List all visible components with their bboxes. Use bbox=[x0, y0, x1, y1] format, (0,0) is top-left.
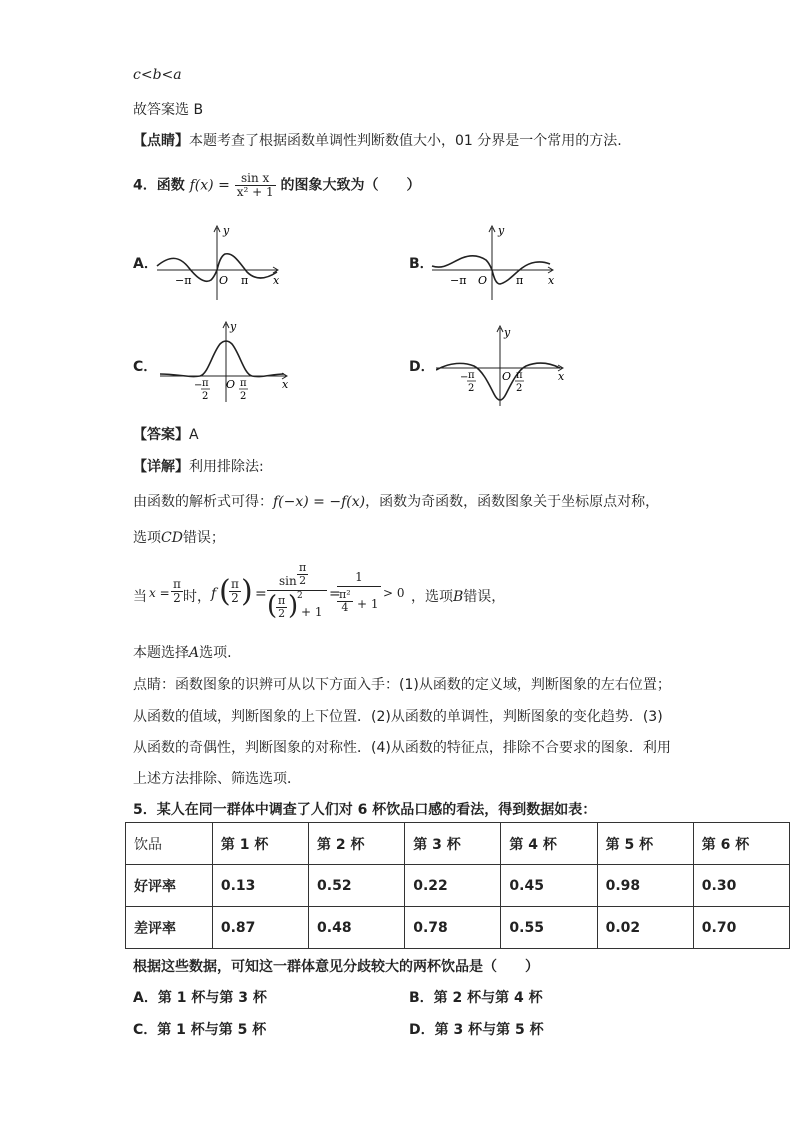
comment-tag: 【点睛】 bbox=[133, 133, 189, 149]
table-cell: 0.87 bbox=[212, 907, 308, 949]
graph-a-origin-label: O bbox=[219, 274, 229, 287]
table-header-cell: 第 3 杯 bbox=[405, 823, 501, 865]
table-header-cell: 第 5 杯 bbox=[597, 823, 693, 865]
table-cell: 0.52 bbox=[309, 865, 405, 907]
q4-select-a: 本题选择 bbox=[133, 645, 189, 661]
question-4-title bbox=[133, 172, 420, 199]
q5-choice-a: A．第 1 杯与第 3 杯 bbox=[133, 990, 267, 1006]
table-header-cell: 第 4 杯 bbox=[501, 823, 597, 865]
q5-choice-b: B．第 2 杯与第 4 杯 bbox=[409, 990, 543, 1006]
q4-eval-sin: sin bbox=[279, 574, 297, 588]
graph-a bbox=[155, 222, 285, 302]
q4-eval-sin-den: 2 bbox=[299, 574, 307, 588]
q4-eval-shi: 时， bbox=[183, 589, 211, 605]
q5-choice-c: C．第 1 杯与第 5 杯 bbox=[133, 1022, 267, 1038]
q4-eval-tail-B: B bbox=[453, 589, 464, 605]
q4-eval-x-den: 2 bbox=[173, 591, 181, 606]
q4-eval-x-num: π bbox=[173, 577, 181, 591]
table-row bbox=[126, 865, 790, 907]
q4-eval-second-fraction bbox=[337, 568, 381, 621]
q4-odd-line bbox=[133, 491, 659, 511]
table-cell: 0.22 bbox=[405, 865, 501, 907]
graph-c-y-label: y bbox=[230, 320, 237, 333]
q4-answer-value: A bbox=[189, 427, 199, 443]
q4-func-num: sin x bbox=[235, 172, 276, 186]
graph-b-pi-label: π bbox=[516, 274, 524, 287]
graph-d-curve bbox=[436, 363, 560, 400]
q5-question: 根据这些数据，可知这一群体意见分歧较大的两杯饮品是（ ） bbox=[133, 959, 539, 975]
graph-d-half-den: 2 bbox=[516, 383, 523, 394]
table-header-cell: 饮品 bbox=[126, 823, 213, 865]
q4-select-b: 选项. bbox=[199, 645, 232, 661]
tip-line-2: 从函数的值域，判断图象的上下位置．(2)从函数的单调性，判断图象的变化趋势．(3) bbox=[133, 709, 663, 725]
q4-eval-pi2-frac bbox=[337, 589, 353, 614]
q4-cd-suffix: 错误； bbox=[182, 530, 225, 546]
q4-eval-x: x = bbox=[149, 586, 170, 600]
q4-prefix: 4．函数 bbox=[133, 177, 185, 194]
q4-eval-plus-one-a: + 1 bbox=[301, 605, 323, 619]
q4-eval-f: f bbox=[211, 586, 217, 602]
graph-d-neg-half-num: π bbox=[468, 370, 475, 381]
q5-data-table bbox=[125, 822, 790, 949]
q4-eval-tail-a: ，选项 bbox=[411, 589, 453, 605]
option-a-label: A． bbox=[133, 256, 158, 272]
graph-b-origin-label: O bbox=[478, 274, 488, 287]
q4-suffix: 的图象大致为（ ） bbox=[280, 177, 421, 194]
graph-a-neg-pi-label: −π bbox=[175, 274, 192, 287]
q4-odd-formula: f(−x) = −f(x) bbox=[273, 494, 366, 510]
graph-b-neg-pi-label: −π bbox=[450, 274, 467, 287]
graph-a-pi-label: π bbox=[241, 274, 249, 287]
graph-c-origin-label: O bbox=[226, 378, 236, 391]
graph-b-x-label: x bbox=[548, 274, 555, 287]
q4-eval-big-fraction: sin $\frac{\pi}{2}$ ( $\frac{\pi}{2}$ ) 2 + 1 bbox=[267, 562, 327, 625]
q4-func-lhs: f(x) = bbox=[189, 177, 230, 194]
graph-d-x-label: x bbox=[558, 370, 565, 383]
q4-answer-line bbox=[133, 424, 199, 444]
q4-eval-when: 当 bbox=[133, 589, 147, 605]
q4-eval-eq1: = bbox=[255, 586, 267, 602]
q4-eval-arg-frac bbox=[229, 578, 241, 605]
q4-eval-pi2-den: 4 bbox=[341, 601, 349, 615]
graph-c-x-label: x bbox=[282, 378, 289, 391]
q4-eval-arg-num: π bbox=[231, 577, 239, 591]
q4-eval-sin-frac bbox=[297, 562, 308, 587]
inequality-line: c<b<a bbox=[133, 67, 182, 83]
table-row-label: 好评率 bbox=[126, 865, 213, 907]
q4-eval-one: 1 bbox=[337, 568, 381, 587]
graph-d-origin-label: O bbox=[502, 370, 512, 383]
table-cell: 0.78 bbox=[405, 907, 501, 949]
graph-a-y-label: y bbox=[223, 224, 230, 237]
q4-eval-den-num: π bbox=[278, 594, 286, 607]
q4-eval-sin-num: π bbox=[299, 561, 307, 574]
comment-line bbox=[133, 130, 622, 150]
q4-eval-tail-c: 错误， bbox=[463, 589, 506, 605]
comment-text: 本题考查了根据函数单调性判断数值大小，01 分界是一个常用的方法. bbox=[189, 133, 622, 149]
option-d-label: D． bbox=[409, 359, 435, 375]
table-header-cell: 第 2 杯 bbox=[309, 823, 405, 865]
q4-select-A: A bbox=[189, 645, 200, 661]
graph-b-y-label: y bbox=[498, 224, 505, 237]
q4-cd-letters: CD bbox=[161, 530, 183, 546]
q4-func-den: x² + 1 bbox=[236, 185, 274, 200]
table-cell: 0.55 bbox=[501, 907, 597, 949]
table-header-cell: 第 6 杯 bbox=[693, 823, 789, 865]
option-c-label: C． bbox=[133, 359, 158, 375]
q4-answer-tag: 【答案】 bbox=[133, 427, 189, 443]
graph-d-y-label: y bbox=[504, 326, 511, 339]
tip-line-3: 从函数的奇偶性，判断图象的对称性．(4)从函数的特征点，排除不合要求的图象．利用 bbox=[133, 740, 671, 756]
graph-c-curve bbox=[160, 341, 284, 377]
graph-d-neg-half-den: 2 bbox=[468, 383, 475, 394]
q4-eval-arg-den: 2 bbox=[231, 591, 239, 606]
table-cell: 0.98 bbox=[597, 865, 693, 907]
graph-c-neg-half-num: π bbox=[202, 378, 209, 389]
q4-detail-line bbox=[133, 456, 264, 476]
graph-c-neg-sign: − bbox=[194, 380, 203, 391]
graph-b bbox=[430, 222, 560, 302]
q4-cd-prefix: 选项 bbox=[133, 530, 161, 546]
table-header-cell: 第 1 杯 bbox=[212, 823, 308, 865]
graph-c bbox=[160, 318, 295, 404]
q4-eval-x-frac bbox=[171, 578, 183, 605]
q4-eval-den-frac bbox=[276, 595, 287, 620]
table-cell: 0.30 bbox=[693, 865, 789, 907]
q4-detail-text: 利用排除法: bbox=[189, 459, 264, 475]
graph-c-half-den: 2 bbox=[240, 391, 247, 402]
q4-eval-pi2-num: π² bbox=[339, 588, 351, 601]
table-cell: 0.48 bbox=[309, 907, 405, 949]
q4-select-line bbox=[133, 642, 232, 662]
q4-func-fraction bbox=[235, 172, 276, 199]
q4-odd-conclusion: ，函数为奇函数，函数图象关于坐标原点对称， bbox=[365, 494, 660, 510]
table-cell: 0.70 bbox=[693, 907, 789, 949]
q4-cd-wrong-line bbox=[133, 527, 225, 547]
graph-c-half-num: π bbox=[240, 378, 247, 389]
table-header-row bbox=[126, 823, 790, 865]
table-row bbox=[126, 907, 790, 949]
q4-eval-tail bbox=[411, 586, 505, 606]
answer-line: 故答案选 B bbox=[133, 102, 204, 118]
q5-choice-d: D．第 3 杯与第 5 杯 bbox=[409, 1022, 544, 1038]
table-cell: 0.02 bbox=[597, 907, 693, 949]
q4-eval-gt: > 0 bbox=[383, 586, 405, 600]
graph-a-x-label: x bbox=[273, 274, 280, 287]
tip-line-4: 上述方法排除、筛选选项． bbox=[133, 771, 301, 787]
graph-d-half-num: π bbox=[516, 370, 523, 381]
option-b-label: B． bbox=[409, 256, 434, 272]
q4-eval-den-den: 2 bbox=[278, 607, 286, 621]
tip-line-1: 点睛：函数图象的识辨可从以下方面入手：(1)从函数的定义域，判断图象的左右位置； bbox=[133, 677, 671, 693]
q4-eval-plus-one-b: + 1 bbox=[357, 597, 379, 611]
q4-eval-eq2: = bbox=[329, 586, 341, 602]
graph-c-neg-half-den: 2 bbox=[202, 391, 209, 402]
table-row-label: 差评率 bbox=[126, 907, 213, 949]
q4-detail-tag: 【详解】 bbox=[133, 459, 189, 475]
table-cell: 0.13 bbox=[212, 865, 308, 907]
table-cell: 0.45 bbox=[501, 865, 597, 907]
question-5-title: 5．某人在同一群体中调查了人们对 6 杯饮品口感的看法，得到数据如表： bbox=[133, 802, 597, 818]
graph-d-neg-sign: − bbox=[460, 372, 469, 383]
graph-d bbox=[436, 322, 571, 408]
q4-odd-intro: 由函数的解析式可得： bbox=[133, 494, 273, 510]
